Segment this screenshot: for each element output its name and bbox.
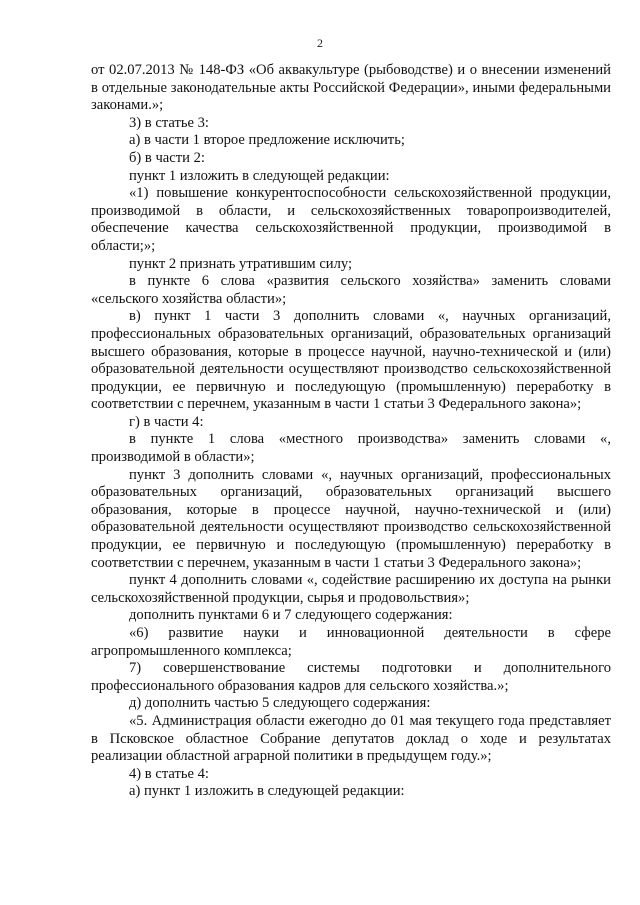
document-body — [91, 62, 611, 801]
paragraph-g-point-1: в пункте 1 слова «местного производства» заменить словами «, производимой в области»; — [91, 431, 611, 466]
paragraph-item-v: в) пункт 1 части 3 дополнить словами «, научных организаций, профессиональных образовательных организаций, образовательных организаций высшего образования, которые в процессе научной, научно-технической и (или) образовательной деятельности осуществляют производство сельскохозяйственной продукции, ее первичную и последующую (промышленную) переработку в соответствии с перечнем, указанным в части 1 статьи 3 Федерального закона»; — [91, 308, 611, 413]
paragraph-point-1-edit: пункт 1 изложить в следующей редакции: — [129, 167, 390, 184]
paragraph-g-point-4: пункт 4 дополнить словами «, содействие расширению их доступа на рынки сельскохозяйственной продукции, сырья и продовольствия»; — [91, 572, 611, 606]
paragraph-item-d: д) дополнить частью 5 следующего содержания: — [129, 695, 431, 712]
paragraph-quote-1: «1) повышение конкурентоспособности сельскохозяйственной продукции, производимой в области, и сельскохозяйственных товаропроизводителей, обеспечение качества сельскохозяйственной продукции, производимой в области;»; — [91, 185, 611, 254]
paragraph-add-points: дополнить пунктами 6 и 7 следующего содержания: — [129, 607, 453, 624]
paragraph-article-4: 4) в статье 4: — [129, 765, 209, 782]
paragraph-point-6: в пункте 6 слова «развития сельского хозяйства» заменить словами «сельского хозяйства области»; — [91, 273, 611, 307]
paragraph-article-3: 3) в статье 3: — [129, 114, 209, 131]
paragraph-item-a: а) в части 1 второе предложение исключить; — [129, 132, 405, 149]
paragraph-item-g: г) в части 4: — [129, 413, 204, 430]
paragraph-quote-6: «6) развитие науки и инновационной деятельности в сфере агропромышленного комплекса; — [91, 625, 611, 659]
paragraph-quote-7: 7) совершенствование системы подготовки и дополнительного профессионального образования кадров для сельского хозяйства.»; — [91, 660, 611, 694]
paragraph-point-2: пункт 2 признать утратившим силу; — [129, 255, 353, 272]
paragraph-article-4-a: а) пункт 1 изложить в следующей редакции: — [129, 783, 405, 800]
paragraph-quote-5: «5. Администрация области ежегодно до 01 мая текущего года представляет в Псковское областное Собрание депутатов доклад о ходе и результатах реализации областной аграрной политики в предыдущем году.»; — [91, 712, 611, 765]
page-number: 2 — [317, 36, 323, 50]
paragraph-item-b: б) в части 2: — [129, 149, 205, 166]
paragraph-law-reference: от 02.07.2013 № 148-ФЗ «Об аквакультуре (рыбоводстве) и о внесении изменений в отдельные законодательные акты Российской Федерации», иными федеральными законами.»; — [91, 62, 611, 114]
paragraph-g-point-3: пункт 3 дополнить словами «, научных организаций, профессиональных образовательных организаций, образовательных организаций высшего образования, которые в процессе научной, научно-технической и (или) образовательной деятельности осуществляют производство сельскохозяйственной продукции, ее первичную и последующую (промышленную) переработку в соответствии с перечнем, указанным в части 1 статьи 3 Федерального закона»; — [91, 466, 611, 571]
